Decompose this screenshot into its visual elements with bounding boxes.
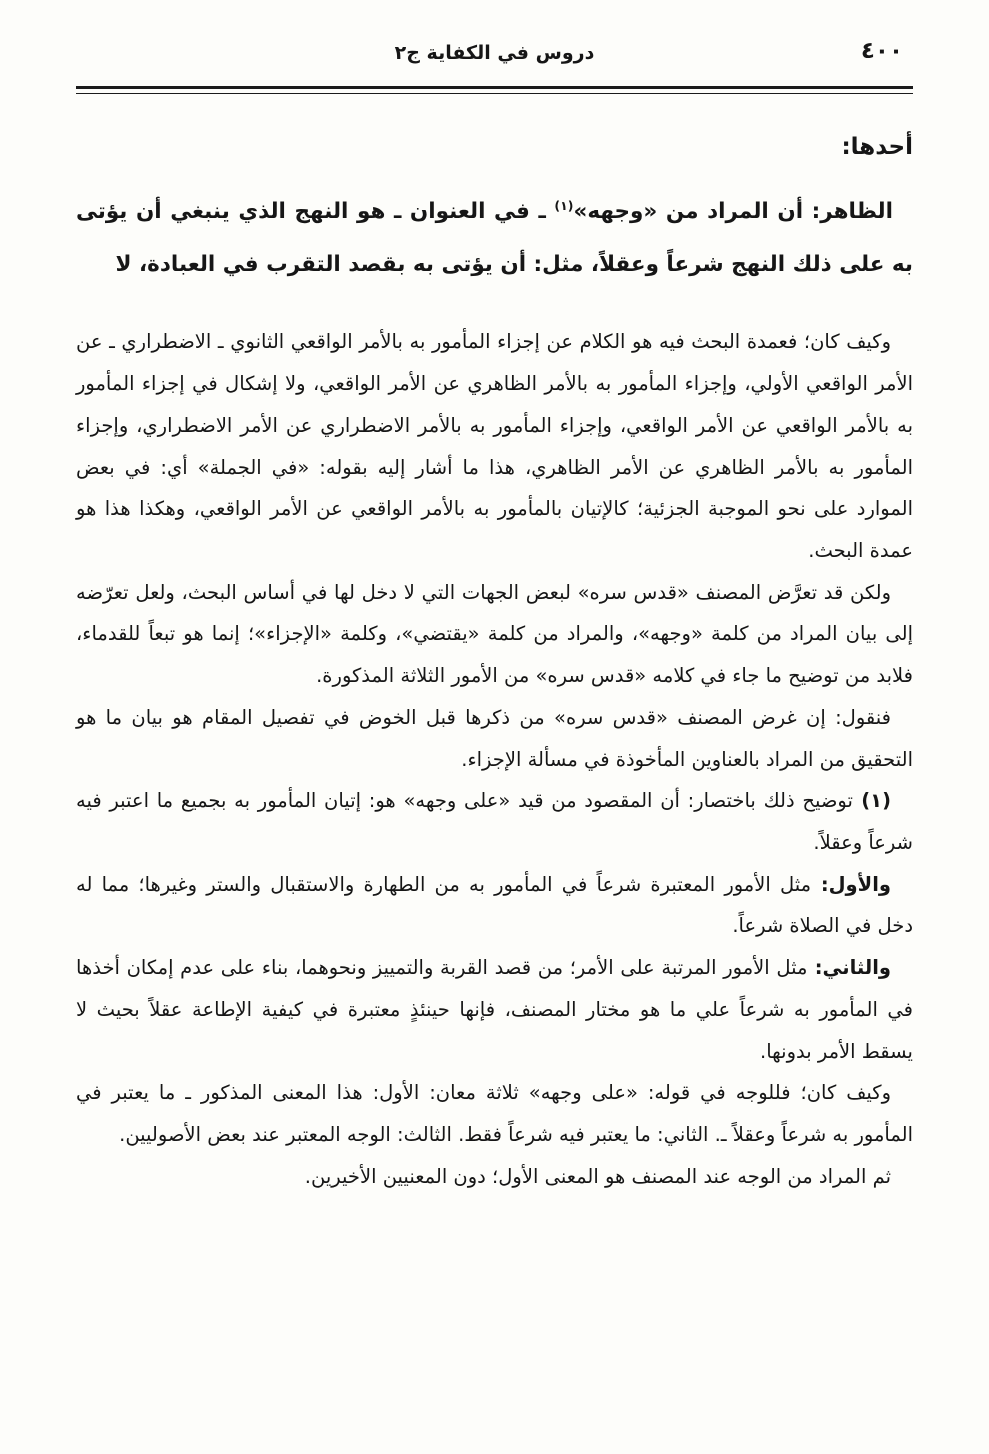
paragraph-lead: والأول: — [811, 872, 892, 896]
page-header — [76, 34, 913, 76]
footnote-number-lead: (١) — [852, 789, 891, 813]
commentary-paragraph-8 — [76, 1156, 913, 1198]
header-divider — [76, 86, 913, 94]
page-number: ٤٠٠ — [860, 38, 903, 64]
paragraph-text: فنقول: إن غرض المصنف «قدس سره» من ذكرها قبل الخوض في تفصيل المقام هو بيان ما هو التحقيق من المراد بالعناوين المأخوذة في مسألة الإجزاء. — [76, 705, 913, 771]
paragraph-text: وكيف كان؛ فعمدة البحث فيه هو الكلام عن إجزاء المأمور به بالأمر الواقعي الثانوي ـ الاضطراري ـ عن الأمر الواقعي الأولي، وإجزاء المأمور به بالأمر الظاهري عن الأمر الواقعي، ولا إشكال في إجزاء المأمور به بالأمر الواقعي عن الأمر الواقعي، وإجزاء المأمور به بالأمر الاضطراري عن الأمر الاضطراري، وإجزاء المأمور به بالأمر الظاهري عن الأمر الظاهري، هذا ما أشار إليه بقوله: «في الجملة» أي: في بعض الموارد على نحو الموجبة الجزئية؛ كالإتيان بالمأمور به بالأمر الواقعي عن الأمر الواقعي، وهكذا هذا هو عمدة البحث. — [76, 330, 913, 562]
paragraph-text: ثم المراد من الوجه عند المصنف هو المعنى الأول؛ دون المعنيين الأخيرين. — [304, 1164, 891, 1188]
paragraph-text: ولكن قد تعرَّض المصنف «قدس سره» لبعض الجهات التي لا دخل لها في أساس البحث، ولعل تعرّضه إلى بيان المراد من كلمة «وجهه»، والمراد من كلمة «يقتضي»، وكلمة «الإجزاء»؛ إنما هو تبعاً للقدماء، فلابد من توضيح ما جاء في كلامه «قدس سره» من الأمور الثلاثة المذكورة. — [76, 580, 913, 688]
matn-text-after-marker: ـ في العنوان ـ هو النهج الذي ينبغي أن يؤتى به على ذلك النهج شرعاً وعقلاً، مثل: أن يؤتى به بقصد التقرب في العبادة، لا — [76, 199, 913, 277]
commentary-paragraph-7 — [76, 1072, 913, 1155]
commentary-paragraph-3 — [76, 697, 913, 780]
commentary-section — [76, 321, 913, 1197]
commentary-paragraph-1 — [76, 321, 913, 571]
footnote-marker: (١) — [554, 197, 574, 213]
book-title: دروس في الكفاية ج٢ — [394, 42, 595, 64]
commentary-paragraph-2 — [76, 572, 913, 697]
commentary-paragraph-4 — [76, 780, 913, 863]
paragraph-text: وكيف كان؛ فللوجه في قوله: «على وجهه» ثلاثة معان: الأول: هذا المعنى المذكور ـ ما يعتبر في المأمور به شرعاً وعقلاً ـ. الثاني: ما يعتبر فيه شرعاً فقط. الثالث: الوجه المعتبر عند بعض الأصوليين. — [76, 1081, 913, 1146]
commentary-paragraph-6 — [76, 947, 913, 1072]
commentary-paragraph-5 — [76, 864, 913, 947]
paragraph-text: مثل الأمور المعتبرة شرعاً في المأمور به من الطهارة والاستقبال والستر وغيرها؛ مما له دخل في الصلاة شرعاً. — [76, 872, 913, 938]
paragraph-text: مثل الأمور المرتبة على الأمر؛ من قصد القربة والتمييز ونحوهما، بناء على عدم إمكان أخذها في المأمور به شرعاً علي ما هو مختار المصنف، فإنها حينئذٍ معتبرة في كيفية الإطاعة عقلاً بحيث لا يسقط الأمر بدونها. — [76, 956, 913, 1063]
matn-text-before-marker: الظاهر: أن المراد من «وجهه» — [573, 199, 893, 224]
matn-paragraph — [76, 186, 913, 291]
paragraph-lead: والثاني: — [807, 956, 891, 980]
paragraph-text: توضيح ذلك باختصار: أن المقصود من قيد «على وجهه» هو: إتيان المأمور به بجميع ما اعتبر فيه شرعاً وعقلاً. — [76, 789, 913, 854]
section-heading: أحدها: — [841, 134, 913, 160]
